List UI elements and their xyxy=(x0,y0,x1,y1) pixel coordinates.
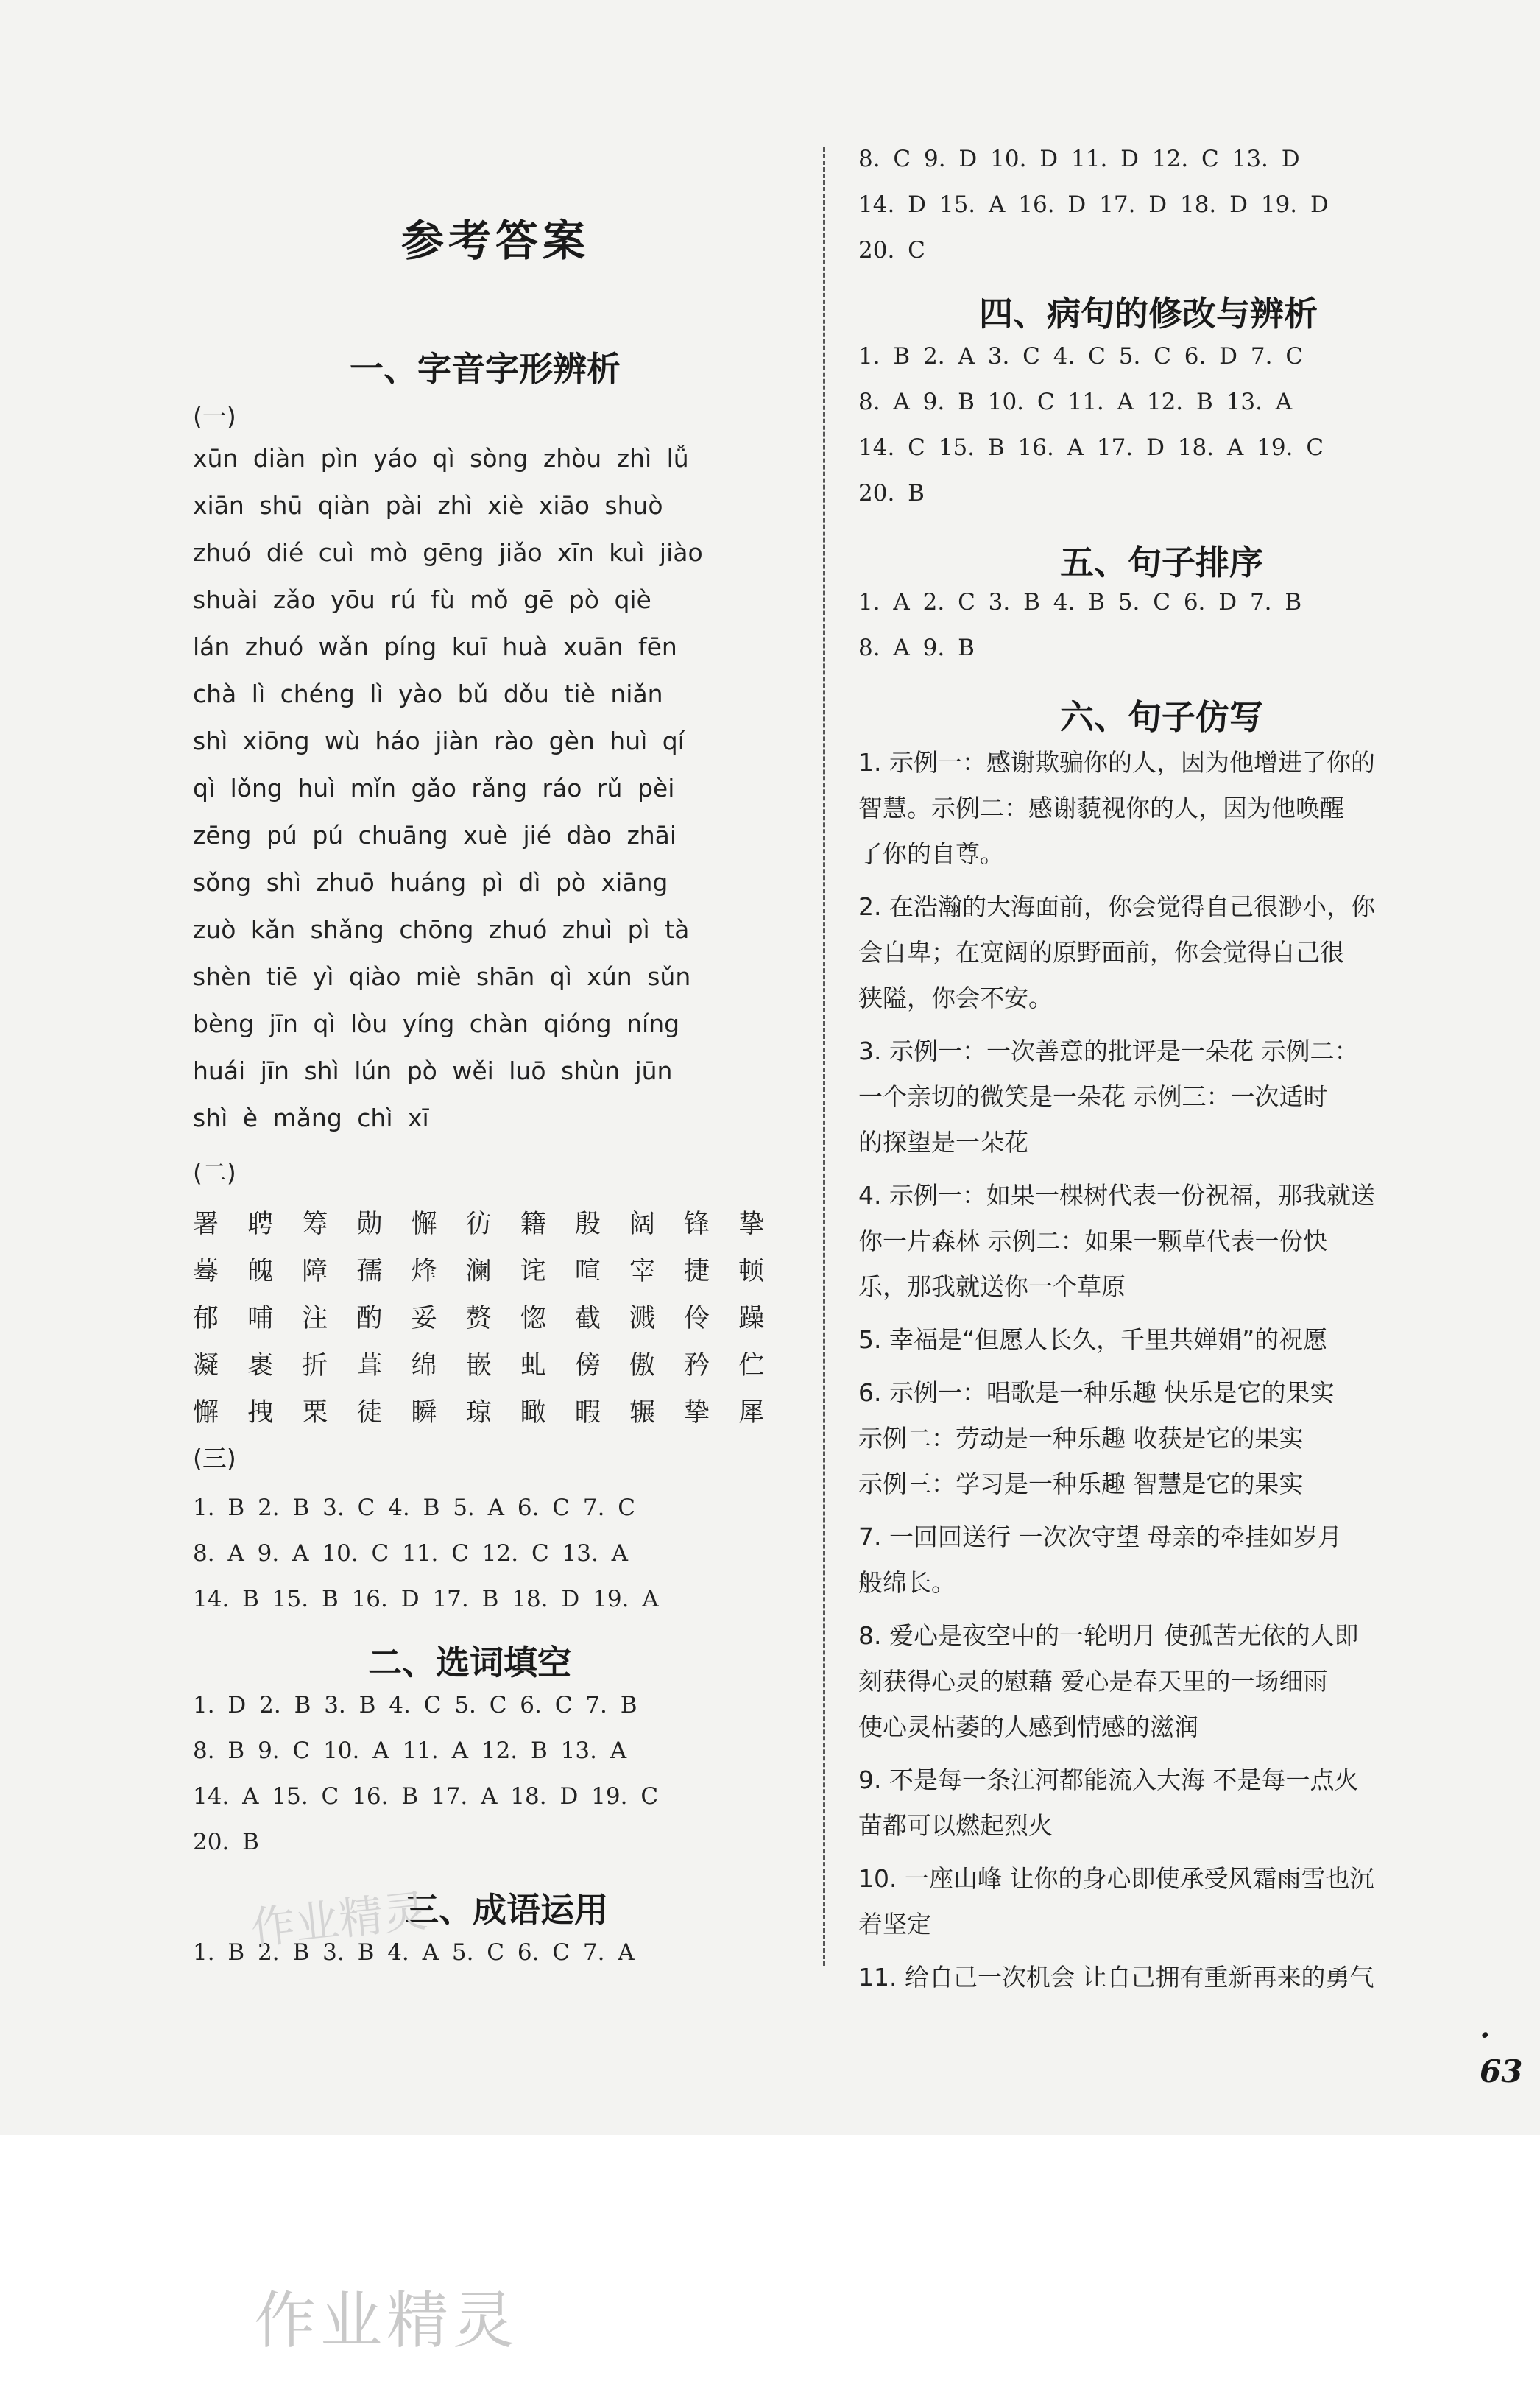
imitation-line: 8. 爱心是夜空中的一轮明月 使孤苦无依的人即 xyxy=(858,1621,1359,1650)
imitation-line: 1. 示例一：感谢欺骗你的人，因为他增进了你的 xyxy=(858,748,1375,777)
imitation-line: 狭隘，你会不安。 xyxy=(858,984,1053,1012)
imitation-line: 5. 幸福是“但愿人长久，千里共婵娟”的祝愿 xyxy=(858,1325,1328,1354)
pinyin-line: shuài zǎo yōu rú fù mǒ gē pò qiè xyxy=(193,585,651,614)
answer-line: 8. A 9. B xyxy=(858,635,975,661)
answer-line: 20. B xyxy=(858,480,925,507)
column-divider xyxy=(823,147,825,1966)
answer-line: 8. C 9. D 10. D 11. D 12. C 13. D xyxy=(858,146,1300,172)
pinyin-line: bèng jīn qì lòu yíng chàn qióng níng xyxy=(193,1009,680,1038)
imitation-line: 会自卑；在宽阔的原野面前，你会觉得自己很 xyxy=(858,938,1344,967)
part-label-1: (一) xyxy=(193,402,236,431)
imitation-line: 2. 在浩瀚的大海面前，你会觉得自己很渺小，你 xyxy=(858,892,1375,921)
answer-line: 1. B 2. B 3. C 4. B 5. A 6. C 7. C xyxy=(193,1495,636,1521)
imitation-line: 苗都可以燃起烈火 xyxy=(858,1811,1053,1840)
watermark: 作业精灵 xyxy=(254,2285,520,2357)
hanzi-line: 郁 哺 注 酌 妥 赘 惚 截 溅 伶 躁 xyxy=(193,1304,775,1333)
imitation-line: 6. 示例一：唱歌是一种乐趣 快乐是它的果实 xyxy=(858,1378,1335,1407)
imitation-line: 智慧。示例二：感谢藐视你的人，因为他唤醒 xyxy=(858,794,1344,822)
section-title-1: 一、字音字形辨析 xyxy=(350,349,621,389)
pinyin-line: chà lì chéng lì yào bǔ dǒu tiè niǎn xyxy=(193,680,663,708)
section-title-3: 三、成语运用 xyxy=(405,1890,608,1930)
imitation-line: 3. 示例一：一次善意的批评是一朵花 示例二： xyxy=(858,1037,1359,1065)
answer-line: 20. B xyxy=(193,1829,259,1855)
pinyin-line: xūn diàn pìn yáo qì sòng zhòu zhì lǚ xyxy=(193,444,689,473)
pinyin-line: shì xiōng wù háo jiàn rào gèn huì qí xyxy=(193,727,685,755)
imitation-line: 刻获得心灵的慰藉 爱心是春天里的一场细雨 xyxy=(858,1667,1328,1696)
section-title-6: 六、句子仿写 xyxy=(1060,697,1263,737)
answer-line: 20. C xyxy=(858,237,925,264)
answer-line: 14. D 15. A 16. D 17. D 18. D 19. D xyxy=(858,191,1329,218)
section-title-2: 二、选词填空 xyxy=(368,1643,571,1682)
imitation-line: 乐，那我就送你一个草原 xyxy=(858,1272,1126,1301)
pinyin-line: shì è mǎng chì xī xyxy=(193,1104,429,1132)
answer-line: 1. B 2. B 3. B 4. A 5. C 6. C 7. A xyxy=(193,1939,635,1966)
hanzi-line: 懈 拽 栗 徒 瞬 琼 瞰 暇 辗 挚 犀 xyxy=(193,1398,775,1428)
answer-line: 8. A 9. B 10. C 11. A 12. B 13. A xyxy=(858,389,1293,415)
hanzi-line: 署 聘 筹 勋 懈 彷 籍 殷 阔 锋 挚 xyxy=(193,1210,775,1239)
imitation-line: 11. 给自己一次机会 让自己拥有重新再来的勇气 xyxy=(858,1963,1374,1992)
hanzi-line: 蓦 魄 障 孺 烽 澜 诧 喧 宰 捷 顿 xyxy=(193,1257,775,1286)
imitation-line: 4. 示例一：如果一棵树代表一份祝福，那我就送 xyxy=(858,1181,1375,1210)
page-number: · 63 xyxy=(1480,2017,1523,2089)
pinyin-line: lán zhuó wǎn píng kuī huà xuān fēn xyxy=(193,632,677,661)
imitation-line: 10. 一座山峰 让你的身心即使承受风霜雨雪也沉 xyxy=(858,1864,1374,1893)
hanzi-line: 凝 裹 折 葺 绵 嵌 虬 傍 傲 矜 伫 xyxy=(193,1351,775,1380)
section-title-5: 五、句子排序 xyxy=(1060,543,1263,582)
imitation-line: 使心灵枯萎的人感到情感的滋润 xyxy=(858,1713,1198,1741)
pinyin-line: huái jīn shì lún pò wěi luō shùn jūn xyxy=(193,1057,673,1085)
imitation-line: 你一片森林 示例二：如果一颗草代表一份快 xyxy=(858,1227,1328,1255)
imitation-line: 的探望是一朵花 xyxy=(858,1128,1028,1157)
page-title: 参考答案 xyxy=(401,216,590,266)
section-title-4: 四、病句的修改与辨析 xyxy=(979,294,1318,334)
pinyin-line: sǒng shì zhuō huáng pì dì pò xiāng xyxy=(193,868,668,897)
pinyin-line: zhuó dié cuì mò gēng jiǎo xīn kuì jiào xyxy=(193,538,703,567)
answer-line: 14. B 15. B 16. D 17. B 18. D 19. A xyxy=(193,1586,659,1612)
imitation-line: 示例三：学习是一种乐趣 智慧是它的果实 xyxy=(858,1470,1304,1498)
part-label-2: (二) xyxy=(193,1158,236,1187)
pinyin-line: zuò kǎn shǎng chōng zhuó zhuì pì tà xyxy=(193,915,690,944)
imitation-line: 一个亲切的微笑是一朵花 示例三：一次适时 xyxy=(858,1082,1328,1111)
imitation-line: 着坚定 xyxy=(858,1910,931,1939)
answer-line: 1. A 2. C 3. B 4. B 5. C 6. D 7. B xyxy=(858,589,1302,615)
answer-line: 14. A 15. C 16. B 17. A 18. D 19. C xyxy=(193,1783,659,1810)
part-label-3: (三) xyxy=(193,1444,236,1472)
pinyin-line: zēng pú pú chuāng xuè jié dào zhāi xyxy=(193,821,677,850)
imitation-line: 了你的自尊。 xyxy=(858,839,1004,868)
answer-line: 1. D 2. B 3. B 4. C 5. C 6. C 7. B xyxy=(193,1692,637,1718)
imitation-line: 般绵长。 xyxy=(858,1568,956,1597)
watermark: 作业精灵 xyxy=(248,1885,430,1955)
answer-line: 8. B 9. C 10. A 11. A 12. B 13. A xyxy=(193,1738,627,1764)
imitation-line: 示例二：劳动是一种乐趣 收获是它的果实 xyxy=(858,1424,1304,1453)
pinyin-line: qì lǒng huì mǐn gǎo rǎng ráo rǔ pèi xyxy=(193,774,675,803)
pinyin-line: shèn tiē yì qiào miè shān qì xún sǔn xyxy=(193,962,691,991)
pinyin-line: xiān shū qiàn pài zhì xiè xiāo shuò xyxy=(193,491,663,520)
answer-line: 8. A 9. A 10. C 11. C 12. C 13. A xyxy=(193,1540,629,1567)
imitation-line: 7. 一回回送行 一次次守望 母亲的牵挂如岁月 xyxy=(858,1523,1342,1551)
answer-line: 1. B 2. A 3. C 4. C 5. C 6. D 7. C xyxy=(858,343,1304,370)
imitation-line: 9. 不是每一条江河都能流入大海 不是每一点火 xyxy=(858,1766,1359,1794)
answer-line: 14. C 15. B 16. A 17. D 18. A 19. C xyxy=(858,434,1324,461)
